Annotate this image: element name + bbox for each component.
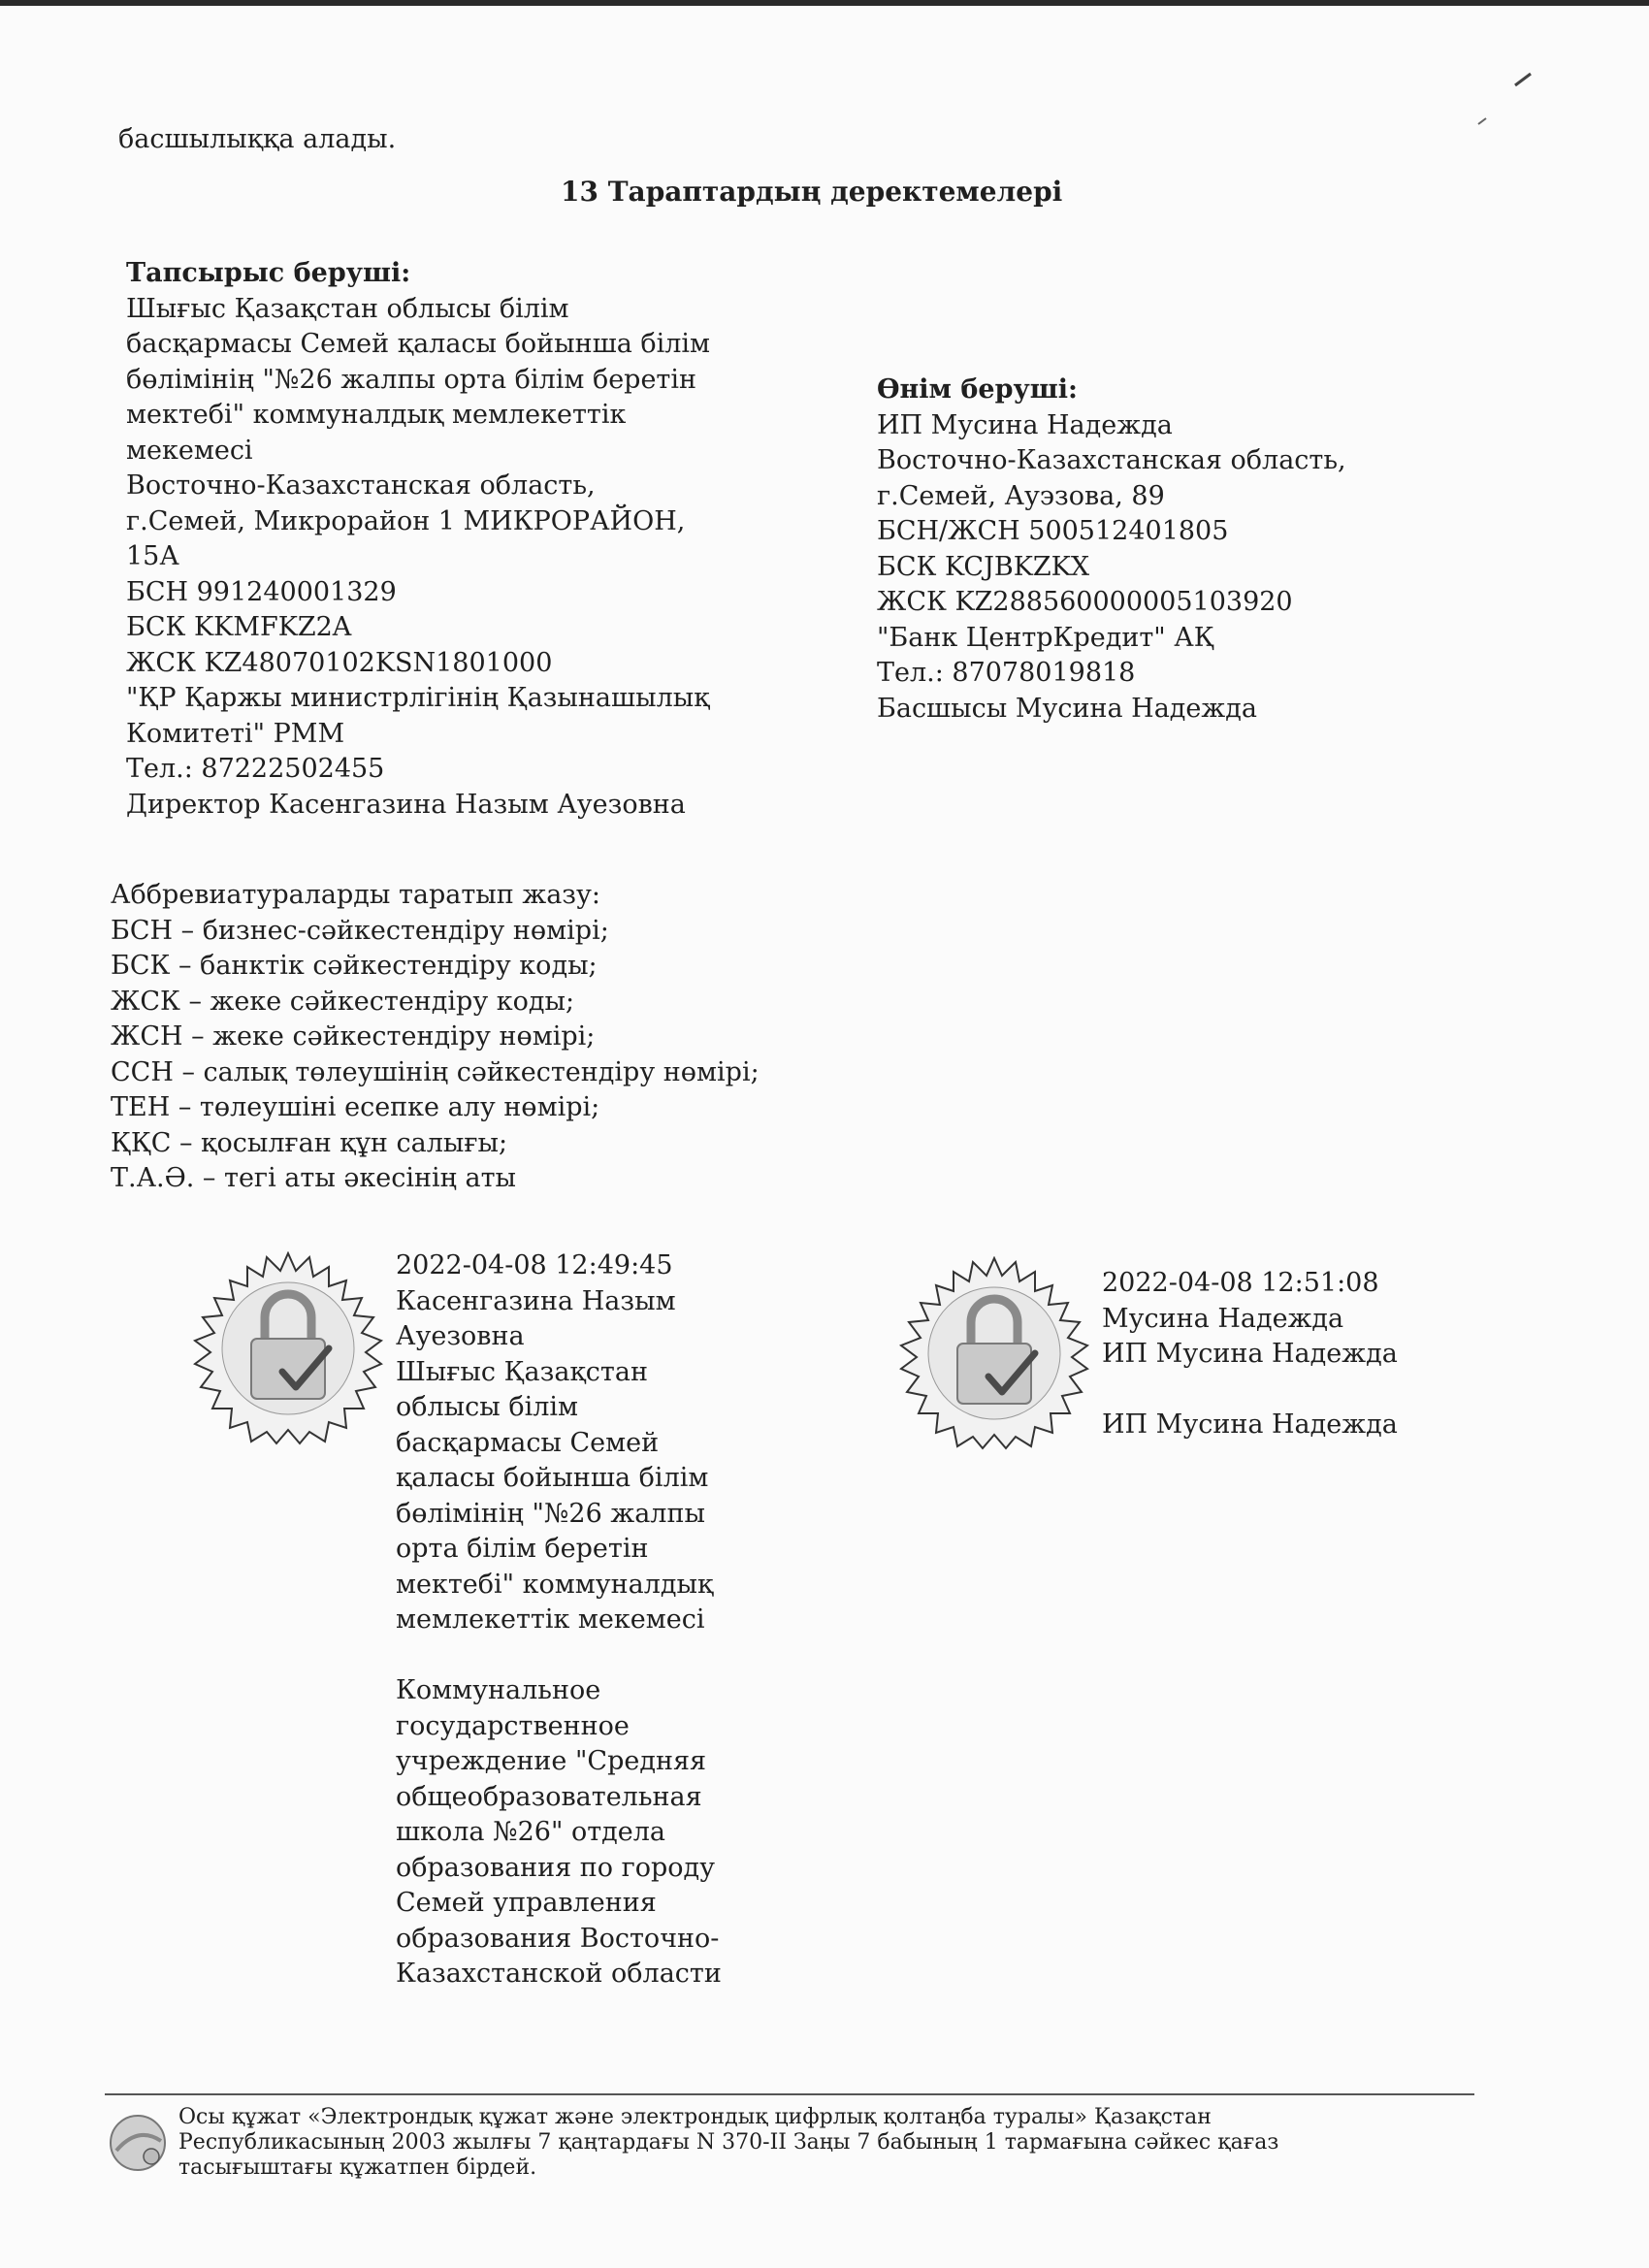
signature-line: ИП Мусина Надежда xyxy=(1102,1339,1398,1369)
supplier-heading: Өнім беруші: xyxy=(877,374,1078,405)
customer-line: мектебі" коммуналдық мемлекеттік xyxy=(126,400,627,430)
supplier-line: БСК KCJBKZKX xyxy=(877,551,1090,582)
signature-line: 2022-04-08 12:49:45 xyxy=(396,1250,673,1280)
scan-top-edge xyxy=(0,0,1649,6)
abbreviations-title: Аббревиатураларды таратып жазу: xyxy=(111,880,601,910)
scan-pen-marks xyxy=(1455,68,1542,146)
signature-line: образования Восточно- xyxy=(396,1923,720,1954)
signature-line: Коммунальное xyxy=(396,1675,601,1705)
abbreviation-item: ЖСК – жеке сәйкестендіру коды; xyxy=(111,986,575,1017)
supplier-line: г.Семей, Ауэзова, 89 xyxy=(877,480,1165,511)
signature-line xyxy=(1102,1373,1398,1409)
digital-signature-seal-icon xyxy=(191,1251,385,1445)
signature-line: учреждение "Средняя xyxy=(396,1746,707,1776)
customer-line: 15А xyxy=(126,541,179,571)
footer-line: Республикасының 2003 жылғы 7 қаңтардағы N 370-II Заңы 7 бабының 1 тармағына сәйкес қағаз xyxy=(178,2130,1279,2155)
supplier-block xyxy=(877,373,1346,727)
abbreviation-item: ТЕН – төлеушіні есепке алу нөмірі; xyxy=(111,1092,600,1122)
signature-supplier-block xyxy=(1102,1266,1398,1443)
customer-line: Комитеті" РММ xyxy=(126,718,345,749)
footer-legal-note xyxy=(178,2105,1278,2181)
signature-line: орта білім беретін xyxy=(396,1534,649,1564)
signature-line: Казахстанской области xyxy=(396,1959,722,1989)
customer-line: Тел.: 87222502455 xyxy=(126,754,385,784)
customer-line: Директор Касенгазина Назым Ауезовна xyxy=(126,789,686,820)
signature-line: қаласы бойынша білім xyxy=(396,1463,709,1493)
abbreviation-item: ССН – салық төлеушінің сәйкестендіру нөмірі; xyxy=(111,1056,760,1087)
customer-block xyxy=(126,256,710,823)
signature-line: ИП Мусина Надежда xyxy=(1102,1409,1398,1440)
signature-line: Ауезовна xyxy=(396,1321,525,1351)
supplier-line: ИП Мусина Надежда xyxy=(877,409,1173,440)
intro-line: басшылыққа алады. xyxy=(118,124,397,154)
footer-divider xyxy=(105,2093,1474,2095)
supplier-line: ЖСК KZ288560000005103920 xyxy=(877,587,1293,617)
abbreviation-item: БСК – банктік сәйкестендіру коды; xyxy=(111,951,598,981)
signature-line: басқармасы Семей xyxy=(396,1427,660,1458)
customer-line: г.Семей, Микрорайон 1 МИКРОРАЙОН, xyxy=(126,505,686,536)
supplier-line: БСН/ЖСН 500512401805 xyxy=(877,516,1229,546)
signature-line: Касенгазина Назым xyxy=(396,1285,676,1316)
egov-logo-icon xyxy=(107,2112,171,2176)
footer-line: тасығыштағы құжатпен бірдей. xyxy=(178,2155,537,2180)
abbreviation-item: ЖСН – жеке сәйкестендіру нөмірі; xyxy=(111,1021,596,1052)
supplier-line: Тел.: 87078019818 xyxy=(877,658,1136,688)
section-title: 13 Тараптардың деректемелері xyxy=(561,176,1063,208)
supplier-line: "Банк ЦентрКредит" АҚ xyxy=(877,622,1214,653)
footer-line: Осы құжат «Электрондық құжат және электрондық цифрлық қолтаңба туралы» Қазақстан xyxy=(178,2105,1212,2129)
signature-line: мектебі" коммуналдық xyxy=(396,1569,714,1600)
customer-line: БСН 991240001329 xyxy=(126,576,397,607)
customer-line: басқармасы Семей қаласы бойынша білім xyxy=(126,329,711,359)
signature-line: государственное xyxy=(396,1710,630,1741)
customer-heading: Тапсырыс беруші: xyxy=(126,258,411,288)
signature-line: общеобразовательная xyxy=(396,1781,702,1812)
abbreviation-item: ҚҚС – қосылған құн салығы; xyxy=(111,1127,508,1158)
customer-line: мекемесі xyxy=(126,435,253,466)
supplier-line: Восточно-Казахстанская область, xyxy=(877,445,1346,475)
signature-line: образования по городу xyxy=(396,1852,716,1883)
signature-line: Мусина Надежда xyxy=(1102,1303,1344,1334)
digital-signature-seal-icon xyxy=(897,1256,1091,1450)
signature-line: бөлімінің "№26 жалпы xyxy=(396,1498,705,1529)
signature-line: школа №26" отдела xyxy=(396,1817,666,1847)
customer-line: БСК KKMFKZ2A xyxy=(126,612,352,642)
signature-line: 2022-04-08 12:51:08 xyxy=(1102,1268,1379,1298)
signature-line: Шығыс Қазақстан xyxy=(396,1356,648,1387)
signature-customer-block xyxy=(396,1248,722,1993)
signature-line: Семей управления xyxy=(396,1888,657,1918)
signature-line: облысы білім xyxy=(396,1392,579,1422)
abbreviation-item: БСН – бизнес-сәйкестендіру нөмірі; xyxy=(111,915,609,946)
customer-line: "ҚР Қаржы министрлігінің Қазынашылық xyxy=(126,683,710,713)
signature-line: мемлекеттік мекемесі xyxy=(396,1604,705,1635)
abbreviations-block xyxy=(111,878,760,1197)
customer-line: ЖСК KZ48070102KSN1801000 xyxy=(126,647,553,678)
customer-line: Шығыс Қазақстан облысы білім xyxy=(126,293,569,324)
abbreviation-item: Т.А.Ә. – тегі аты әкесінің аты xyxy=(111,1163,517,1193)
customer-line: Восточно-Казахстанская область, xyxy=(126,470,596,501)
customer-line: бөлімінің "№26 жалпы орта білім беретін xyxy=(126,364,697,395)
signature-line xyxy=(396,1638,722,1674)
supplier-line: Басшысы Мусина Надежда xyxy=(877,693,1257,724)
